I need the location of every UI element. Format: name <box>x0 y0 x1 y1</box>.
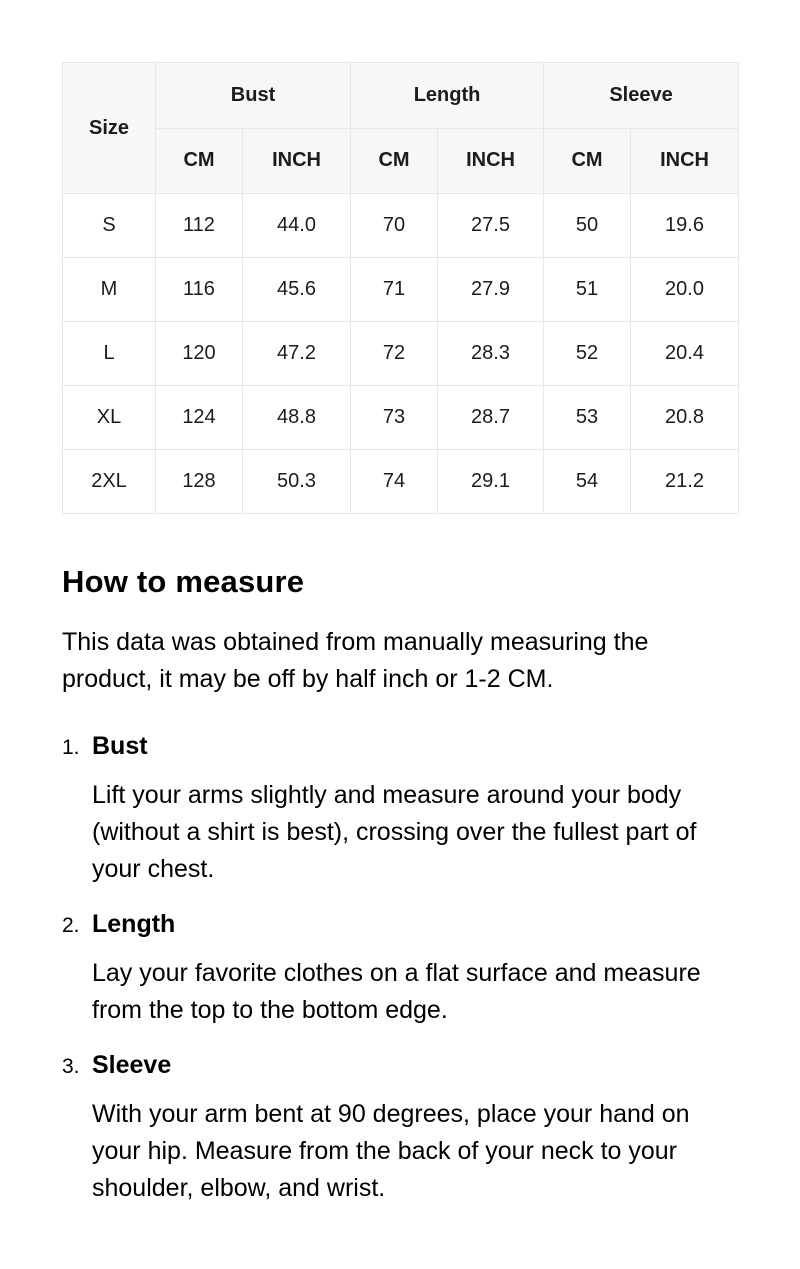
value-cell: 74 <box>351 450 438 514</box>
how-to-measure-title: How to measure <box>62 564 305 599</box>
col-header-bust-inch: INCH <box>243 128 351 194</box>
step-description: Lift your arms slightly and measure around your body (without a shirt is best), crossing over the fullest part of your chest. <box>92 781 697 883</box>
measure-step-sleeve <box>62 1051 740 1207</box>
col-group-bust: Bust <box>156 63 351 129</box>
size-cell: XL <box>63 386 156 450</box>
value-cell: 28.7 <box>438 386 544 450</box>
table-row <box>63 258 739 322</box>
size-chart-body <box>63 194 739 514</box>
value-cell: 20.8 <box>631 386 739 450</box>
step-title: Sleeve <box>92 1051 172 1079</box>
value-cell: 29.1 <box>438 450 544 514</box>
value-cell: 27.5 <box>438 194 544 258</box>
value-cell: 44.0 <box>243 194 351 258</box>
table-row <box>63 386 739 450</box>
size-cell: M <box>63 258 156 322</box>
value-cell: 124 <box>156 386 243 450</box>
step-title: Length <box>92 910 176 938</box>
size-cell: L <box>63 322 156 386</box>
value-cell: 73 <box>351 386 438 450</box>
value-cell: 50.3 <box>243 450 351 514</box>
table-row <box>63 450 739 514</box>
col-header-size: Size <box>63 63 156 194</box>
col-header-length-inch: INCH <box>438 128 544 194</box>
value-cell: 50 <box>544 194 631 258</box>
value-cell: 20.0 <box>631 258 739 322</box>
measure-step-bust <box>62 732 740 888</box>
value-cell: 45.6 <box>243 258 351 322</box>
step-number: 3. <box>62 1055 80 1078</box>
how-to-measure-intro: This data was obtained from manually measuring the product, it may be off by half inch or 1-2 CM. <box>62 628 649 693</box>
table-row <box>63 194 739 258</box>
value-cell: 51 <box>544 258 631 322</box>
step-number: 1. <box>62 736 80 759</box>
col-group-length: Length <box>351 63 544 129</box>
value-cell: 47.2 <box>243 322 351 386</box>
value-cell: 116 <box>156 258 243 322</box>
value-cell: 28.3 <box>438 322 544 386</box>
col-header-length-cm: CM <box>351 128 438 194</box>
value-cell: 72 <box>351 322 438 386</box>
value-cell: 120 <box>156 322 243 386</box>
measure-steps-list <box>62 732 740 1207</box>
header-row-groups <box>63 63 739 129</box>
value-cell: 53 <box>544 386 631 450</box>
col-header-bust-cm: CM <box>156 128 243 194</box>
value-cell: 48.8 <box>243 386 351 450</box>
value-cell: 19.6 <box>631 194 739 258</box>
step-description: Lay your favorite clothes on a flat surface and measure from the top to the bottom edge. <box>92 959 701 1024</box>
size-chart-header <box>63 63 739 194</box>
col-header-sleeve-cm: CM <box>544 128 631 194</box>
step-title: Bust <box>92 732 148 760</box>
value-cell: 20.4 <box>631 322 739 386</box>
step-number: 2. <box>62 914 80 937</box>
value-cell: 128 <box>156 450 243 514</box>
step-description: With your arm bent at 90 degrees, place your hand on your hip. Measure from the back of your neck to your shoulder, elbow, and wrist. <box>92 1100 690 1202</box>
col-header-sleeve-inch: INCH <box>631 128 739 194</box>
col-group-sleeve: Sleeve <box>544 63 739 129</box>
value-cell: 54 <box>544 450 631 514</box>
measure-step-length <box>62 910 740 1029</box>
size-chart-table <box>62 62 739 514</box>
value-cell: 27.9 <box>438 258 544 322</box>
size-cell: S <box>63 194 156 258</box>
value-cell: 112 <box>156 194 243 258</box>
table-row <box>63 322 739 386</box>
value-cell: 52 <box>544 322 631 386</box>
size-cell: 2XL <box>63 450 156 514</box>
value-cell: 71 <box>351 258 438 322</box>
value-cell: 70 <box>351 194 438 258</box>
header-row-units <box>63 128 739 194</box>
value-cell: 21.2 <box>631 450 739 514</box>
